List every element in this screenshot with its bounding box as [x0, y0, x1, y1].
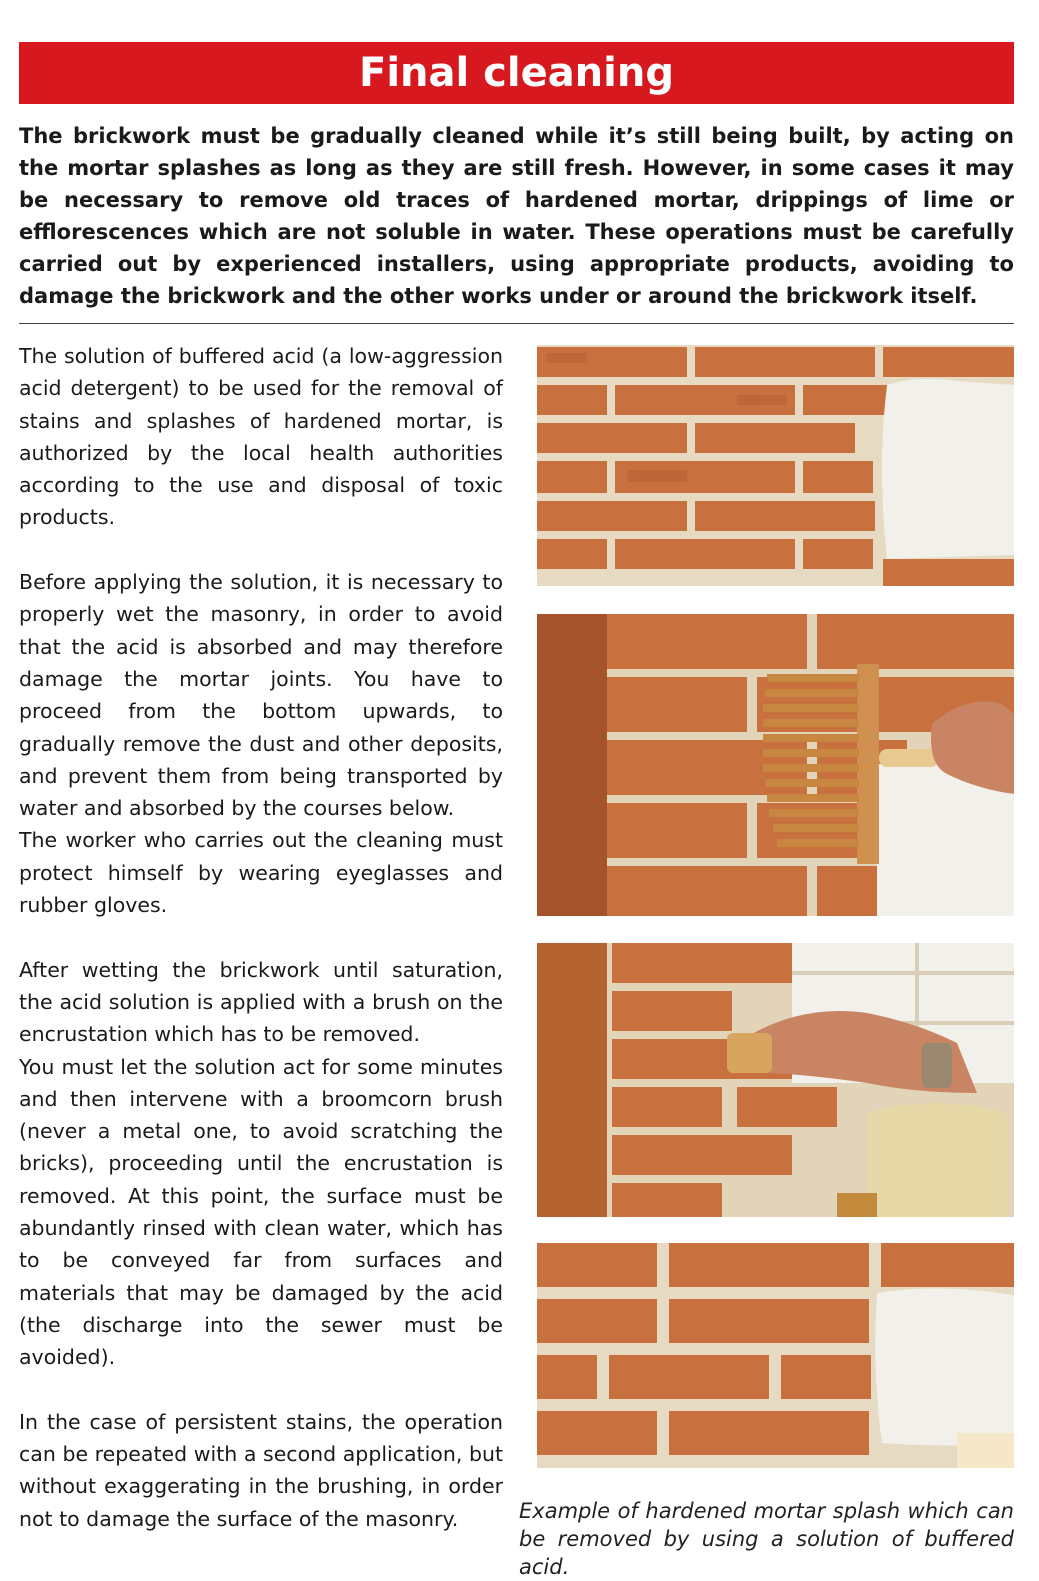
- paragraph-buffered-acid: The solution of buffered acid (a low-aggression acid detergent) to be used for the removal of stains and splashes of hardened mortar, is authorized by the local health authorities according to the use and disposal of toxic products.: [19, 344, 503, 530]
- paragraph-rinsing: You must let the solution act for some minutes and then intervene with a broomcorn brush (never a metal one, to avoid scratching the bricks), proceeding until the encrustation is removed. At this point, the surface must be abundantly rinsed with clean water, which has to be conveyed far from surfaces and materials that may be damaged by the acid (the discharge into the sewer must be avoided).: [19, 1054, 503, 1370]
- paragraph-protection: The worker who carries out the cleaning must protect himself by wearing eyeglasses and rubber gloves.: [19, 828, 503, 918]
- page-title: Final cleaning: [359, 50, 674, 96]
- intro-paragraph: The brickwork must be gradually cleaned while it’s still being built, by acting on the mortar splashes as long as they are still fresh. However, in some cases it may be necessary to remove old traces of hardened mortar, drippings of lime or efflorescences which are not soluble in water. These operations must be carefully carried out by experienced installers, using appropriate products, avoiding to damage the brickwork and the other works under or around the brickwork itself.: [19, 124, 1014, 308]
- photo-cleaned-wall: [537, 1243, 1014, 1468]
- paragraph-application: After wetting the brickwork until saturation, the acid solution is applied with a brush on the encrustation which has to be removed.: [19, 957, 503, 1047]
- paragraph-wetting: Before applying the solution, it is necessary to properly wet the masonry, in order to avoid that the acid is absorbed and may therefore damage the mortar joints. You have to proceed from the bottom upwards, to gradually remove the dust and other deposits, and prevent them from being transported by water and absorbed by the courses below.: [19, 570, 503, 821]
- title-bar: [19, 42, 1014, 104]
- photo-caption: Example of hardened mortar splash which can be removed by using a solution of buffered acid.: [519, 1499, 1014, 1579]
- body-column: [19, 340, 503, 1535]
- photo-brush-application: [537, 614, 1014, 916]
- photo-mortar-splash: [537, 345, 1014, 586]
- photo-scrubbing: [537, 943, 1014, 1217]
- paragraph-persistent-stains: In the case of persistent stains, the operation can be repeated with a second application, but without exaggerating in the brushing, in order not to damage the surface of the masonry.: [19, 1409, 503, 1531]
- divider: [19, 323, 1014, 324]
